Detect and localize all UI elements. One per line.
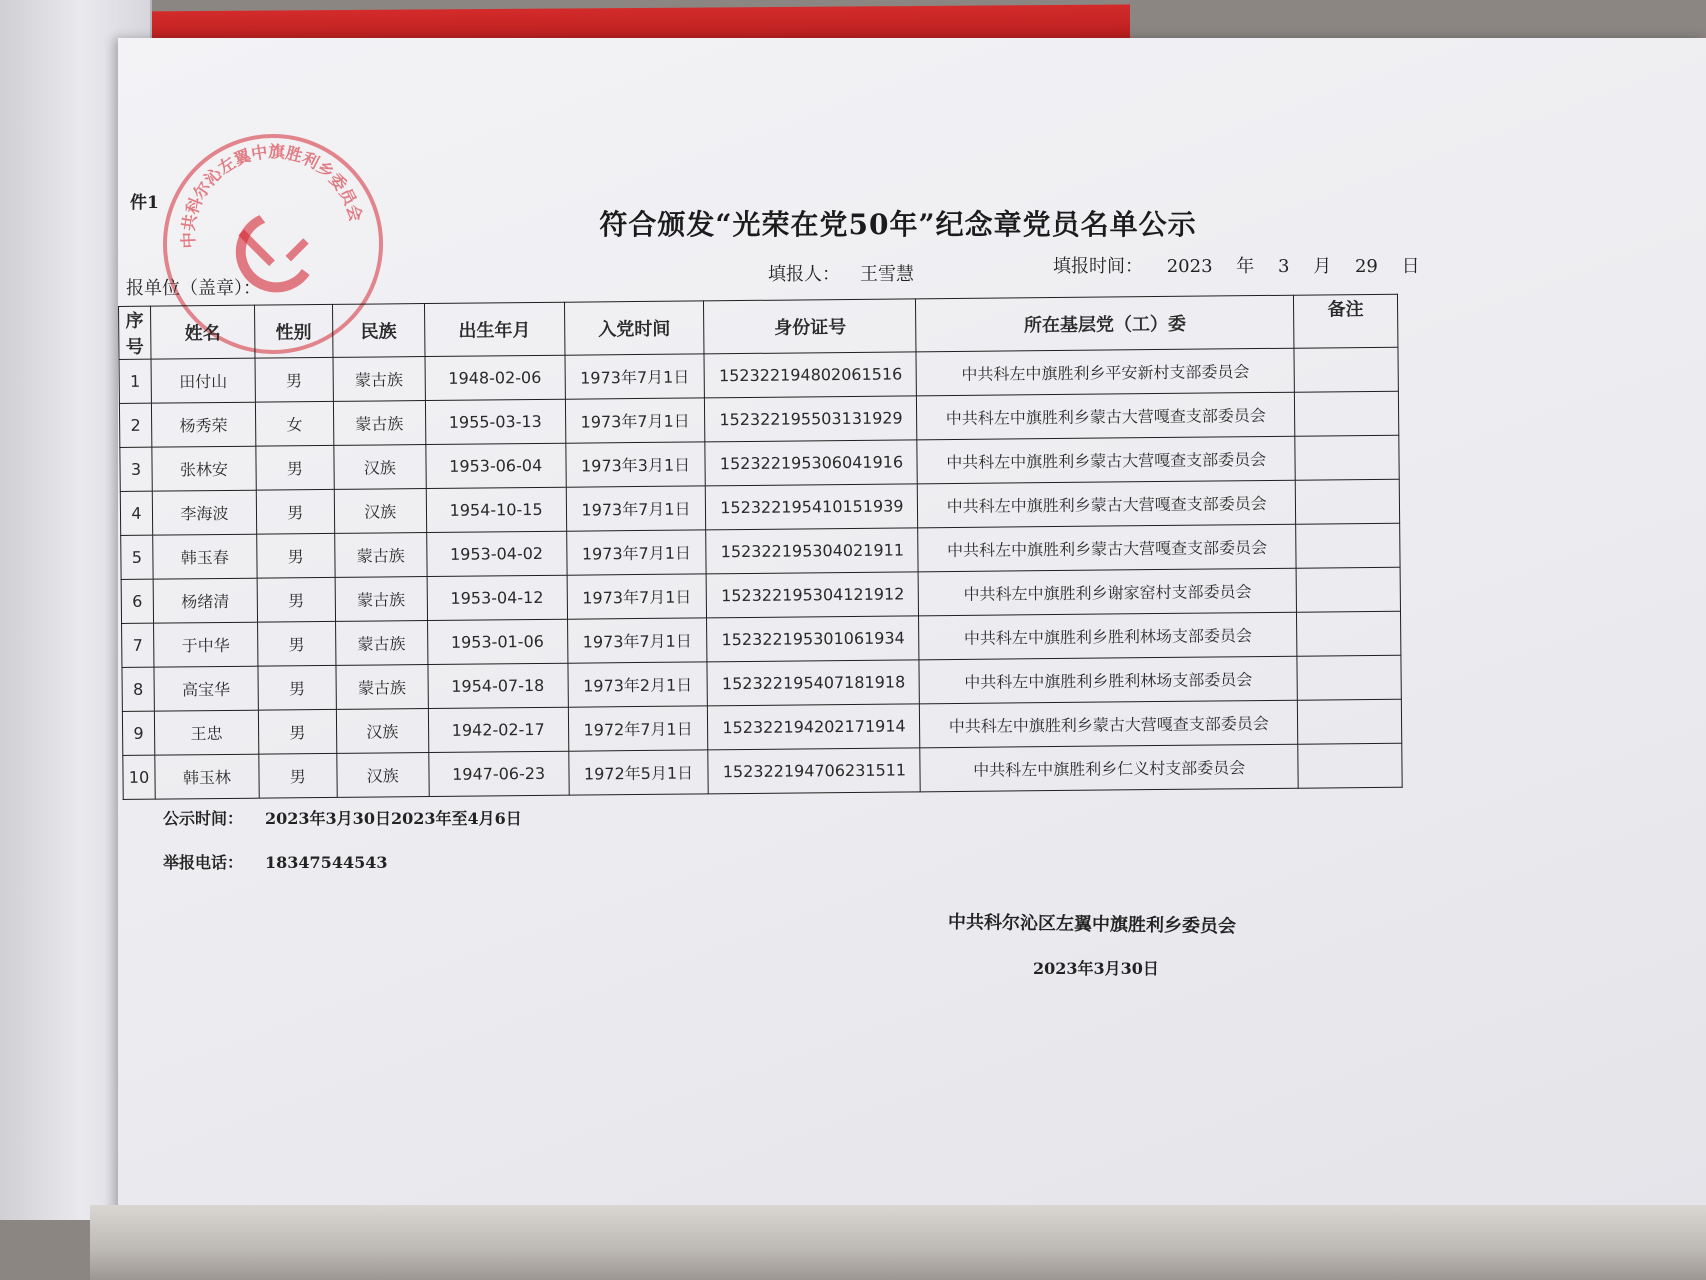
cell-ethnicity: 汉族 [337, 753, 429, 798]
cell-ethnicity: 蒙古族 [333, 401, 425, 446]
cell-join: 1973年7月1日 [567, 574, 707, 619]
cell-no: 2 [119, 403, 151, 447]
cell-org: 中共科左中旗胜利乡谢家窑村支部委员会 [919, 568, 1297, 616]
cell-join: 1973年2月1日 [568, 662, 708, 707]
cell-ethnicity: 蒙古族 [335, 577, 427, 622]
reporter [768, 260, 914, 286]
cell-gender: 男 [257, 621, 335, 666]
cell-notes [1296, 523, 1400, 568]
cell-no: 9 [122, 711, 154, 755]
cell-id: 152322195410151939 [706, 484, 918, 530]
cell-gender: 男 [256, 489, 334, 534]
header-no: 序号 [119, 306, 151, 359]
cell-id: 152322195407181918 [707, 660, 919, 706]
cell-org: 中共科左中旗胜利乡蒙古大营嘎查支部委员会 [917, 436, 1295, 484]
cell-no: 6 [121, 579, 153, 623]
report-day: 29 [1354, 256, 1378, 277]
cell-id: 152322195301061934 [707, 616, 919, 662]
cell-join: 1972年7月1日 [568, 706, 708, 751]
cell-org: 中共科左中旗胜利乡蒙古大营嘎查支部委员会 [918, 480, 1296, 528]
unit-label: 报单位（盖章）： [126, 278, 261, 299]
cell-notes [1297, 655, 1401, 700]
cell-ethnicity: 汉族 [336, 709, 428, 754]
cell-name: 王忠 [154, 710, 258, 755]
cell-join: 1973年7月1日 [566, 486, 706, 531]
cell-birth: 1955-03-13 [425, 399, 565, 444]
cell-ethnicity: 蒙古族 [335, 621, 427, 666]
cell-gender: 男 [258, 665, 336, 710]
cell-id: 152322195304021911 [706, 528, 918, 574]
hotline-label: 举报电话： [163, 853, 244, 872]
cell-org: 中共科左中旗胜利乡蒙古大营嘎查支部委员会 [918, 524, 1296, 572]
header-gender: 性别 [254, 304, 332, 358]
cell-gender: 男 [255, 357, 333, 402]
cell-org: 中共科左中旗胜利乡蒙古大营嘎查支部委员会 [917, 392, 1295, 440]
cell-id: 152322195304121912 [707, 572, 919, 618]
cell-birth: 1953-06-04 [426, 443, 566, 488]
cell-no: 10 [123, 755, 155, 799]
month-char: 月 [1313, 256, 1332, 277]
header-join: 入党时间 [564, 301, 704, 355]
cell-notes [1294, 391, 1398, 436]
cell-notes [1298, 743, 1402, 788]
report-month: 3 [1278, 256, 1290, 277]
cell-id: 152322195503131929 [705, 396, 917, 442]
cell-gender: 男 [256, 445, 334, 490]
reporter-name: 王雪慧 [860, 264, 914, 285]
cell-birth: 1947-06-23 [429, 751, 569, 796]
issue-date: 2023年3月30日 [1033, 959, 1159, 978]
day-char: 日 [1401, 256, 1420, 277]
cell-name: 韩玉林 [155, 754, 259, 799]
cell-notes [1296, 567, 1400, 612]
page-title: 符合颁发“光荣在党50年”纪念章党员名单公示 [599, 208, 1197, 241]
cell-no: 3 [120, 447, 152, 491]
cell-name: 高宝华 [154, 666, 258, 711]
cell-birth: 1954-07-18 [428, 663, 568, 708]
cell-ethnicity: 蒙古族 [333, 357, 425, 402]
cell-join: 1973年7月1日 [567, 618, 707, 663]
notice-value: 2023年3月30日2023年至4月6日 [265, 809, 522, 828]
header-org: 所在基层党（工）委 [916, 295, 1294, 352]
cell-ethnicity: 蒙古族 [334, 533, 426, 578]
cell-name: 于中华 [154, 622, 258, 667]
cell-id: 152322194802061516 [704, 352, 916, 398]
cell-birth: 1942-02-17 [428, 707, 568, 752]
header-name: 姓名 [150, 305, 254, 359]
notice-period [163, 806, 522, 829]
cell-notes [1295, 435, 1399, 480]
cell-no: 1 [119, 359, 151, 403]
cell-notes [1294, 347, 1398, 392]
hotline-value: 18347544543 [265, 853, 388, 872]
annex-label: 件1 [130, 193, 159, 213]
report-year: 2023 [1166, 256, 1213, 277]
cell-join: 1973年7月1日 [565, 398, 705, 443]
document-page [118, 38, 1706, 1218]
cell-org: 中共科左中旗胜利乡平安新村支部委员会 [916, 348, 1294, 396]
cell-birth: 1953-04-12 [427, 575, 567, 620]
cell-gender: 男 [257, 577, 335, 622]
cell-name: 杨秀荣 [151, 402, 255, 447]
header-ethnicity: 民族 [332, 304, 424, 358]
reporter-label: 填报人： [768, 264, 840, 285]
cell-birth: 1953-04-02 [426, 531, 566, 576]
cell-no: 5 [121, 535, 153, 579]
cell-gender: 男 [258, 709, 336, 754]
cell-join: 1973年7月1日 [565, 354, 705, 399]
cell-id: 152322195306041916 [705, 440, 917, 486]
cell-no: 8 [122, 667, 154, 711]
cell-org: 中共科左中旗胜利乡胜利林场支部委员会 [919, 612, 1297, 660]
cell-join: 1972年5月1日 [568, 750, 708, 795]
cell-gender: 男 [257, 533, 335, 578]
cell-birth: 1948-02-06 [425, 355, 565, 400]
svg-text:中共科尔沁左翼中旗胜利乡委员会: 中共科尔沁左翼中旗胜利乡委员会 [178, 142, 366, 249]
cell-no: 7 [122, 623, 154, 667]
cell-birth: 1954-10-15 [426, 487, 566, 532]
member-table [118, 294, 1403, 800]
cell-name: 杨绪清 [153, 578, 257, 623]
header-notes: 备注 [1293, 294, 1397, 348]
cell-no: 4 [120, 491, 152, 535]
report-time [1053, 252, 1434, 278]
cell-notes [1297, 611, 1401, 656]
notice-label: 公示时间： [163, 809, 244, 828]
header-birth: 出生年月 [424, 302, 564, 356]
cell-gender: 男 [259, 753, 337, 798]
report-hotline [163, 850, 387, 873]
page-edge [90, 1205, 1706, 1280]
cell-name: 韩玉春 [153, 534, 257, 579]
header-id: 身份证号 [704, 299, 916, 354]
cell-org: 中共科左中旗胜利乡仁义村支部委员会 [920, 744, 1298, 792]
cell-gender: 女 [255, 401, 333, 446]
cell-join: 1973年7月1日 [566, 530, 706, 575]
report-time-label: 填报时间： [1053, 256, 1143, 277]
cell-ethnicity: 蒙古族 [336, 665, 428, 710]
cell-id: 152322194706231511 [708, 748, 920, 794]
cell-name: 张林安 [152, 446, 256, 491]
year-char: 年 [1236, 256, 1255, 277]
cell-notes [1295, 479, 1399, 524]
cell-ethnicity: 汉族 [334, 489, 426, 534]
issuer: 中共科尔沁区左翼中旗胜利乡委员会 [947, 911, 1237, 938]
cell-notes [1297, 699, 1401, 744]
cell-join: 1973年3月1日 [565, 442, 705, 487]
cell-birth: 1953-01-06 [427, 619, 567, 664]
cell-name: 田付山 [151, 358, 255, 403]
cell-org: 中共科左中旗胜利乡胜利林场支部委员会 [919, 656, 1297, 704]
cell-ethnicity: 汉族 [334, 445, 426, 490]
cell-org: 中共科左中旗胜利乡蒙古大营嘎查支部委员会 [920, 700, 1298, 748]
cell-id: 152322194202171914 [708, 704, 920, 750]
cell-name: 李海波 [152, 490, 256, 535]
